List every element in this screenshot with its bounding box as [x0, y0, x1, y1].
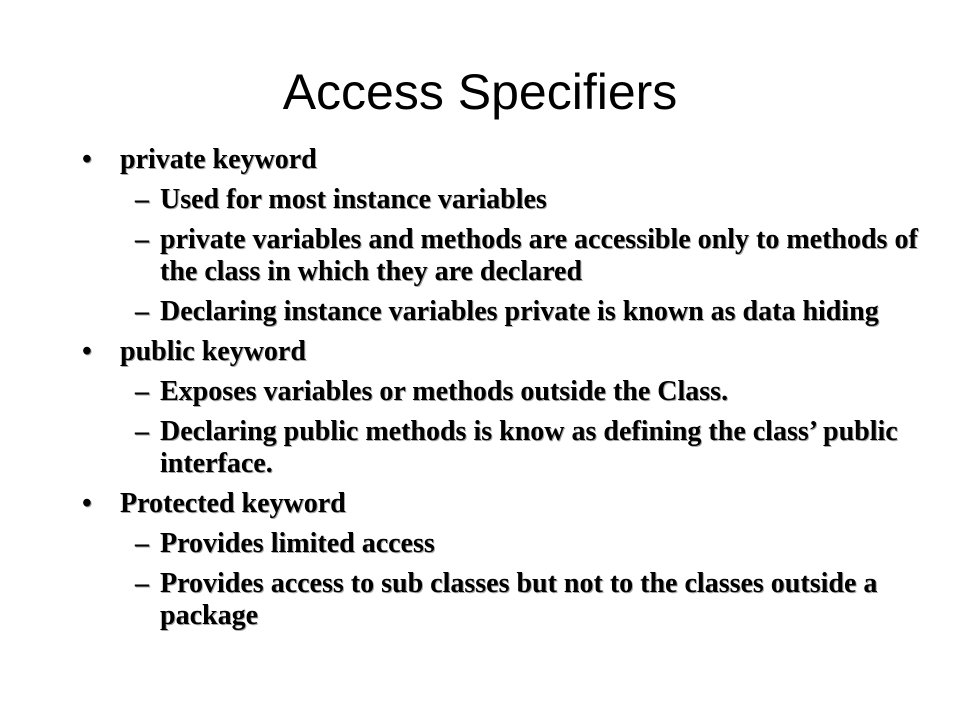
sub-bullet-text: Exposes variables or methods outside the Class.: [160, 376, 729, 407]
slide-title: Access Specifiers: [282, 64, 678, 120]
dash-icon: –: [135, 568, 149, 599]
bullet-text: private keyword: [120, 144, 317, 175]
dash-icon: –: [135, 376, 149, 407]
bullet-dot-icon: •: [82, 144, 92, 175]
sub-bullet: [80, 184, 940, 216]
dash-icon: –: [135, 184, 149, 215]
section-protected: [80, 488, 940, 632]
dash-icon: –: [135, 296, 149, 327]
sub-bullet: [80, 224, 940, 288]
dash-icon: –: [135, 224, 149, 255]
bullet-dot-icon: •: [82, 336, 92, 367]
sub-bullet: [80, 568, 940, 632]
sub-bullet-text: Used for most instance variables: [160, 184, 547, 215]
sub-bullet-text: Declaring instance variables private is known as data hiding: [160, 296, 879, 327]
dash-icon: –: [135, 416, 149, 447]
sub-bullet-text: Provides access to sub classes but not to the classes outside a package: [160, 568, 878, 631]
section-private: [80, 144, 940, 328]
bullet-text: Protected keyword: [120, 488, 346, 519]
sub-bullet: [80, 376, 940, 408]
bullet-public-keyword: [80, 336, 940, 368]
bullet-private-keyword: [80, 144, 940, 176]
bullet-dot-icon: •: [82, 488, 92, 519]
sub-bullet: [80, 416, 940, 480]
sub-bullet: [80, 528, 940, 560]
bullet-text: public keyword: [120, 336, 306, 367]
sub-bullet-text: private variables and methods are accessible only to methods of the class in which they are declared: [160, 224, 918, 287]
sub-bullet-text: Declaring public methods is know as defining the class’ public interface.: [160, 416, 898, 479]
bullet-protected-keyword: [80, 488, 940, 520]
slide-content: [80, 138, 940, 640]
dash-icon: –: [135, 528, 149, 559]
sub-bullet-text: Provides limited access: [160, 528, 435, 559]
section-public: [80, 336, 940, 480]
sub-bullet: [80, 296, 940, 328]
